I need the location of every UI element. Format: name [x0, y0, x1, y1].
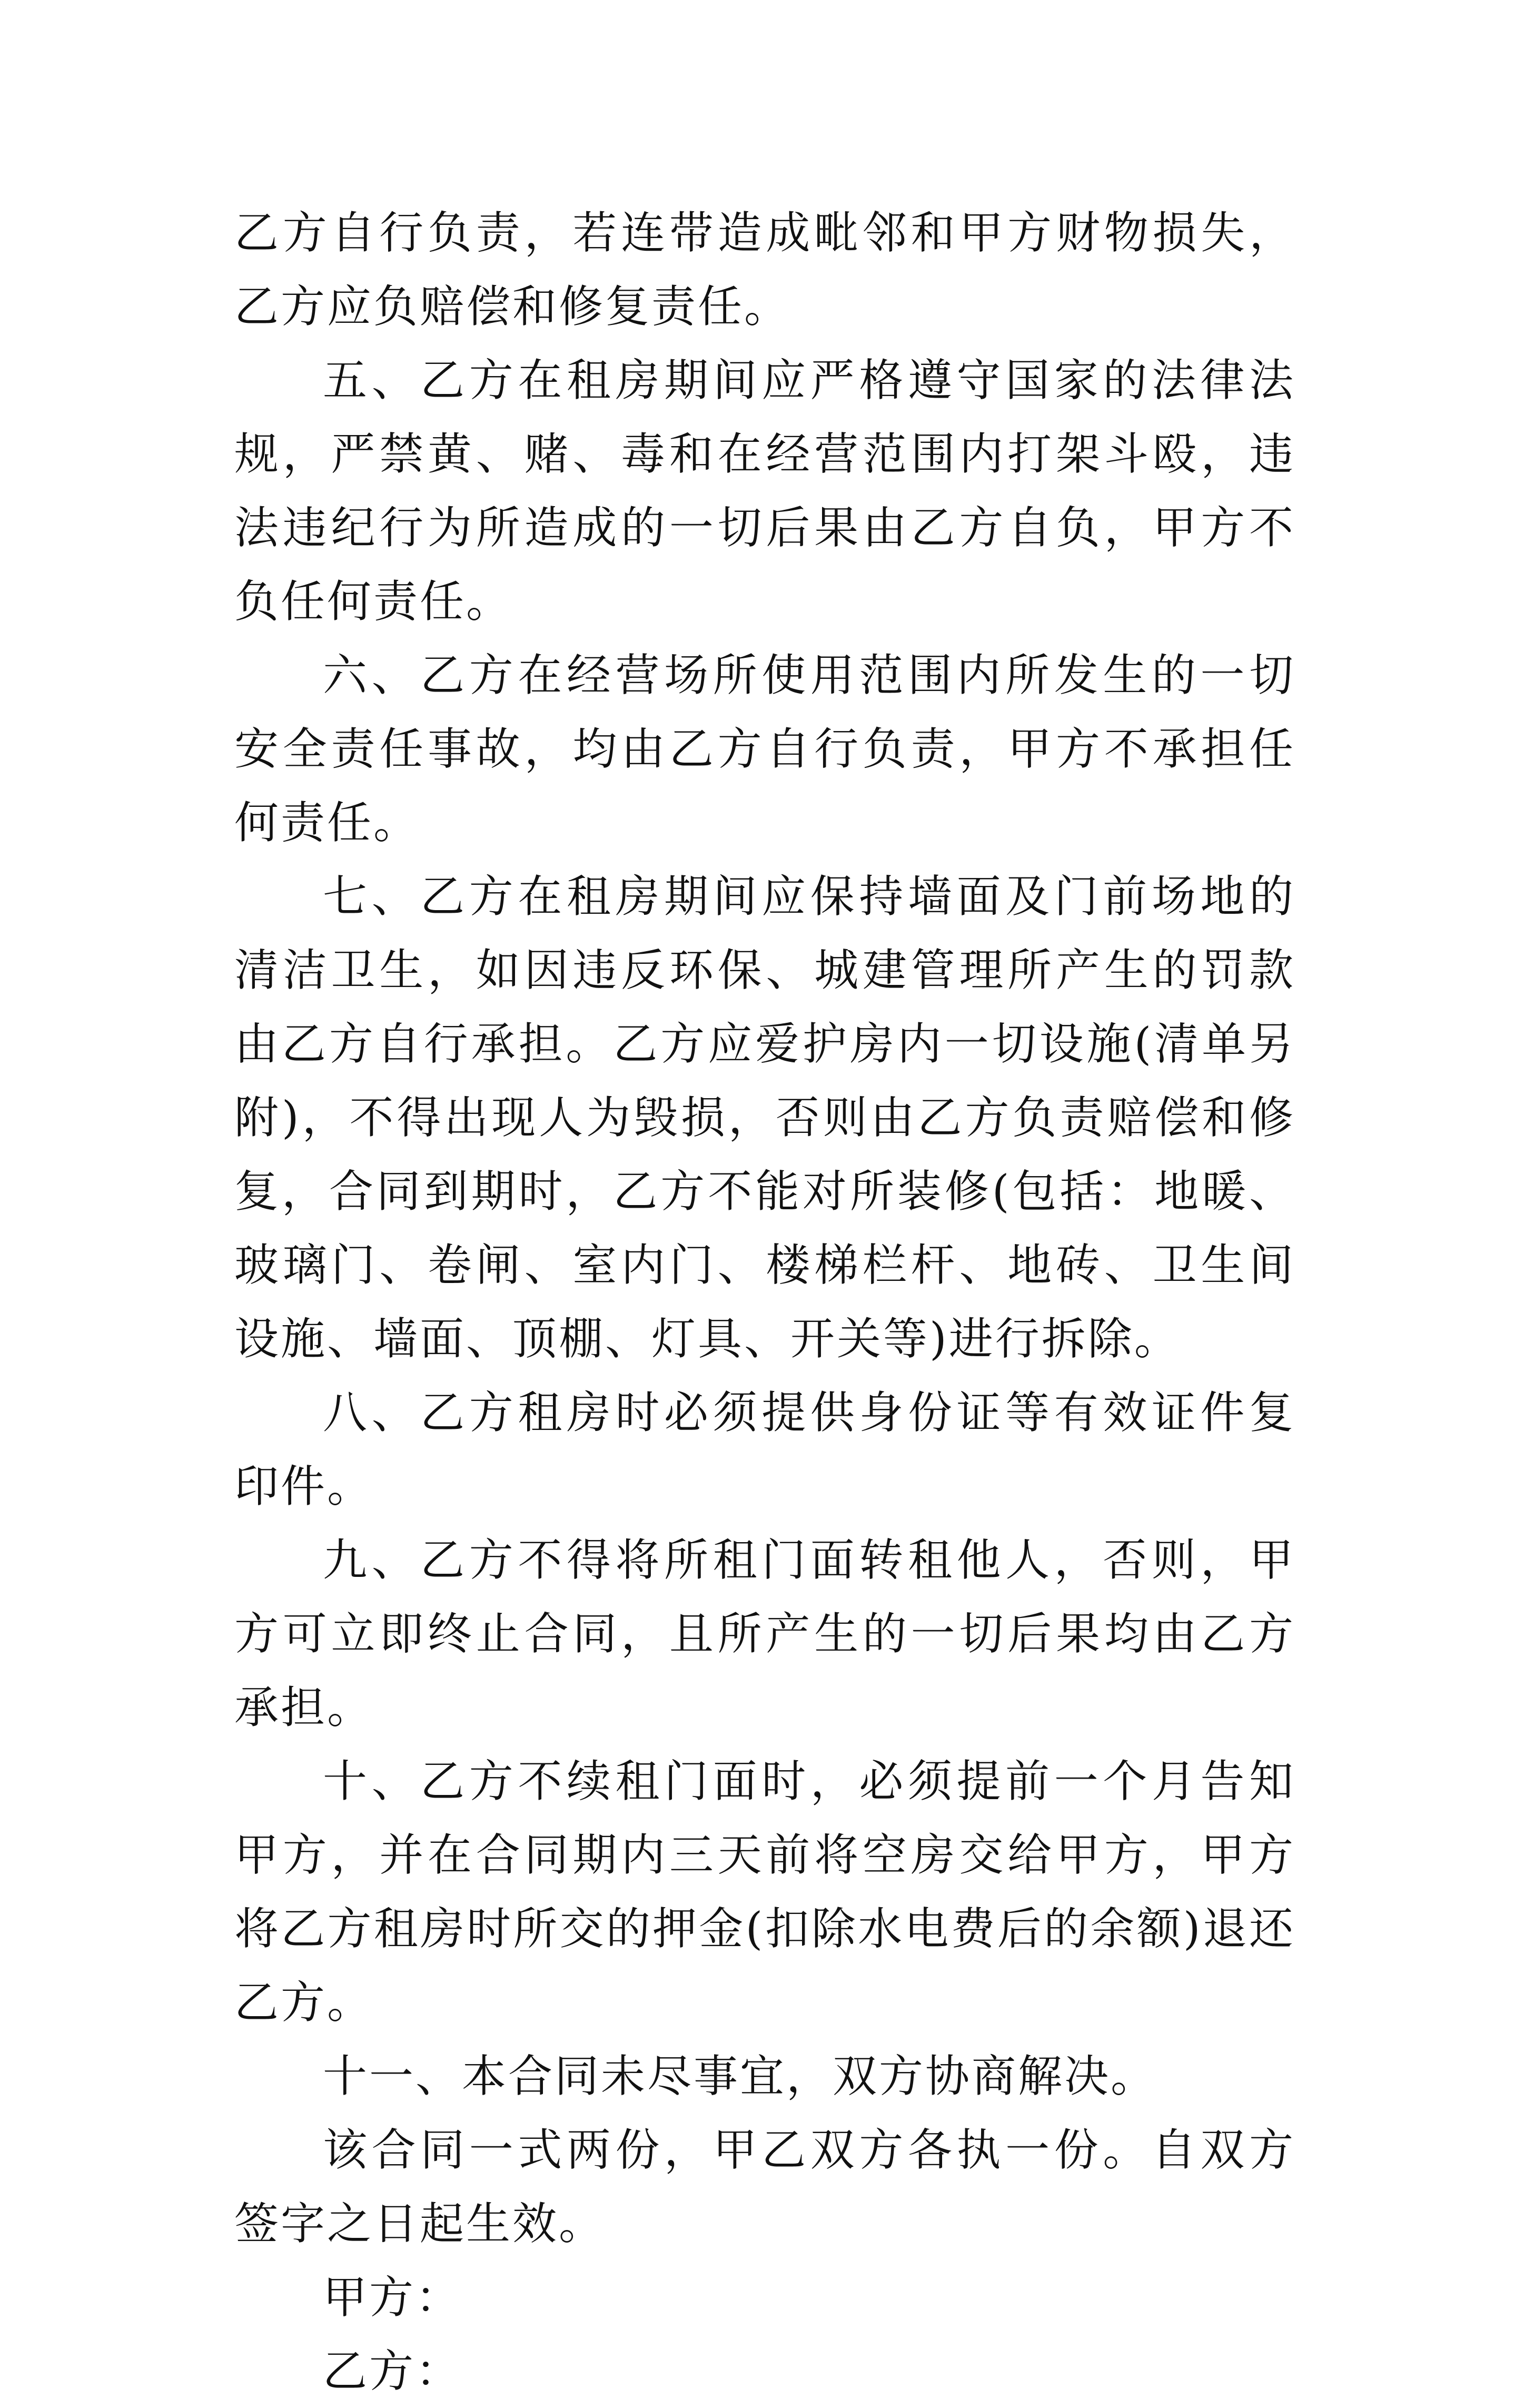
contract-body	[234, 196, 1295, 2408]
closing-statement: 该合同一式两份，甲乙双方各执一份。自双方签字之日起生效。	[234, 2124, 1295, 2249]
paragraph-continuation: 乙方自行负责，若连带造成毗邻和甲方财物损失，乙方应负赔偿和修复责任。	[234, 207, 1295, 332]
clause-10: 十、乙方不续租门面时，必须提前一个月告知甲方，并在合同期内三天前将空房交给甲方，甲方将乙方租房时所交的押金(扣除水电费后的余额)退还乙方。	[234, 1755, 1295, 2028]
clause-8: 八、乙方租房时必须提供身份证等有效证件复印件。	[234, 1387, 1295, 1512]
clause-6: 六、乙方在经营场所使用范围内所发生的一切安全责任事故，均由乙方自行负责，甲方不承担任何责任。	[234, 649, 1295, 848]
clause-11: 十一、本合同未尽事宜，双方协商解决。	[323, 2050, 1157, 2102]
clause-5: 五、乙方在租房期间应严格遵守国家的法律法规，严禁黄、赌、毒和在经营范围内打架斗殴，违法违纪行为所造成的一切后果由乙方自负，甲方不负任何责任。	[234, 354, 1295, 627]
clause-9: 九、乙方不得将所租门面转租他人，否则，甲方可立即终止合同，且所产生的一切后果均由乙方承担。	[234, 1534, 1295, 1733]
party-b-signature-line: 乙方：	[323, 2345, 462, 2397]
clause-7: 七、乙方在租房期间应保持墙面及门前场地的清洁卫生，如因违反环保、城建管理所产生的罚款由乙方自行承担。乙方应爱护房内一切设施(清单另附)，不得出现人为毁损，否则由乙方负责赔偿和修复，合同到期时，乙方不能对所装修(包括：地暖、玻璃门、卷闸、室内门、楼梯栏杆、地砖、卫生间设施、墙面、顶棚、灯具、开关等)进行拆除。	[234, 871, 1295, 1365]
party-a-signature-line: 甲方：	[323, 2272, 462, 2323]
